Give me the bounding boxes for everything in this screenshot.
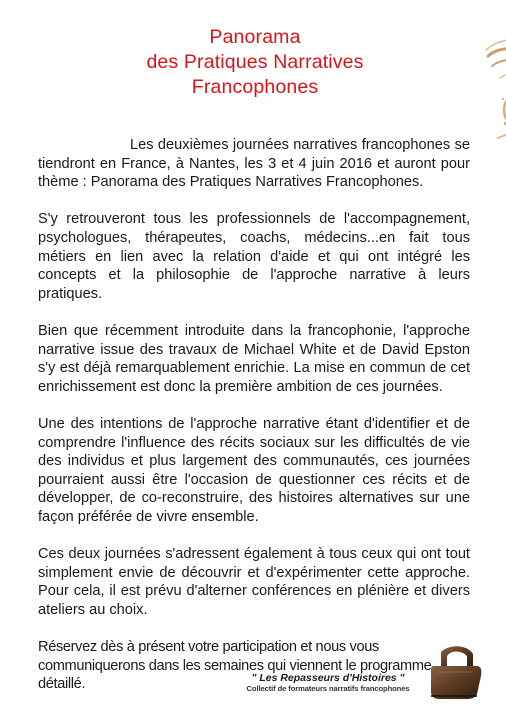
signature-name: " Les Repasseurs d'Histoires " xyxy=(251,672,405,684)
paragraph-intentions: Une des intentions de l'approche narrative étant d'identifier et de comprendre l'influence des récits sociaux sur les difficultés de vie des individus et plus largement des communautés, ces journées pourraient aussi être l'occasion de questionner ces récits et de développer, de co-reconstruire, des histoires alternatives sur une façon préférée de vivre ensemble. xyxy=(38,415,470,525)
title-line-2: des Pratiques Narratives xyxy=(146,51,364,73)
title-line-1: Panorama xyxy=(209,26,301,48)
paragraph-reservation: Réservez dès à présent votre participation et nous vous communiquerons dans les semaines qui viennent le programme détaillé. xyxy=(38,639,432,693)
paragraph-francophonie: Bien que récemment introduite dans la francophonie, l'approche narrative issue des travaux de Michael White et de David Epston s'y est déjà remarquablement enrichie. La mise en commun de cet enrichissement est donc la première ambition de ces journées. xyxy=(38,322,470,395)
paragraph-professionals: S'y retrouveront tous les professionnels de l'accompagnement, psychologues, thérapeutes, coachs, médecins...en fait tous métiers en lien avec la relation d'aide et qui ont intégré les concepts et la philosophie de l'approche narrative à leurs pratiques. xyxy=(38,211,470,302)
signature-block xyxy=(228,672,428,694)
document-body xyxy=(38,136,470,712)
paragraph-intro: Les deuxièmes journées narratives francophones se tiendront en France, à Nantes, les 3 et 4 juin 2016 et auront pour thème : Panorama des Pratiques Narratives Francophones. xyxy=(38,137,470,191)
title-line-3: Francophones xyxy=(191,76,319,98)
document-title xyxy=(96,25,414,100)
flat-iron-icon xyxy=(427,642,483,700)
paragraph-audience: Ces deux journées s'adressent également à tous ceux qui ont tout simplement envie de découvrir et d'expérimenter cette approche. Pour cela, il est prévu d'alterner conférences en plénière et divers ateliers au choix. xyxy=(38,546,470,618)
signature-subtitle: Collectif de formateurs narratifs francophones xyxy=(246,684,410,693)
